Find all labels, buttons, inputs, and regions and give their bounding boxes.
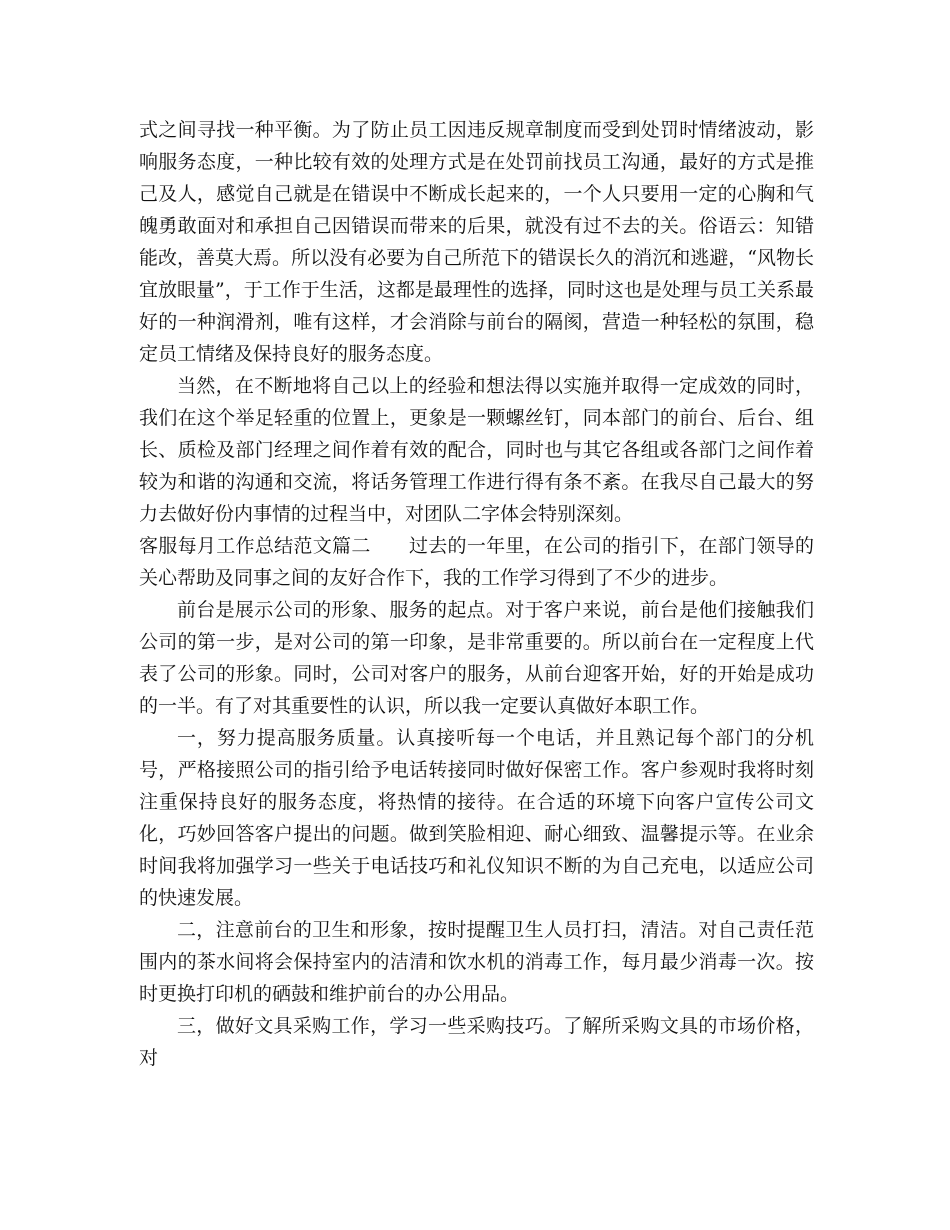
paragraph-6: 三，做好文具采购工作，学习一些采购技巧。了解所采购文具的市场价格，对 (139, 1015, 814, 1069)
section-first-text: 过去的一年里，在公司的指引下，在部门领导的关心帮助及同事之间的友好合作下，我的工作学习得到了不少的进步。 (139, 535, 814, 589)
paragraph-1: 式之间寻找一种平衡。为了防止员工因违反规章制度而受到处罚时情绪波动，影响服务态度，一种比较有效的处理方式是在处罚前找员工沟通，最好的方式是推己及人，感觉自己就是在错误中不断成长起来的，一个人只要用一定的心胸和气魄勇敢面对和承担自己因错误而带来的后果，就没有过不去的关。俗语云：知错能改，善莫大焉。所以没有必要为自己所范下的错误长久的消沉和逃避，“风物长宜放眼量”，于工作于生活，这都是最理性的选择，同时这也是处理与员工关系最好的一种润滑剂，唯有这样，才会消除与前台的隔阂，营造一种轻松的氛围，稳定员工情绪及保持良好的服务态度。 (139, 119, 814, 365)
section-paragraph (139, 530, 814, 594)
paragraph-5: 二，注意前台的卫生和形象，按时提醒卫生人员打扫，清洁。对自己责任范围内的茶水间将会保持室内的洁清和饮水机的消毒工作，每月最少消毒一次。按时更换打印机的硒鼓和维护前台的办公用品。 (139, 919, 814, 1005)
paragraph-3: 前台是展示公司的形象、服务的起点。对于客户来说，前台是他们接触我们公司的第一步，是对公司的第一印象，是非常重要的。所以前台在一定程度上代表了公司的形象。同时，公司对客户的服务，从前台迎客开始，好的开始是成功的一半。有了对其重要性的认识，所以我一定要认真做好本职工作。 (139, 599, 814, 717)
section-heading: 客服每月工作总结范文篇二 (139, 535, 371, 557)
paragraph-2: 当然，在不断地将自己以上的经验和想法得以实施并取得一定成效的同时，我们在这个举足轻重的位置上，更象是一颗螺丝钉，同本部门的前台、后台、组长、质检及部门经理之间作着有效的配合，同时也与其它各组或各部门之间作着较为和谐的沟通和交流，将话务管理工作进行得有条不紊。在我尽自己最大的努力去做好份内事情的过程当中，对团队二字体会特别深刻。 (139, 375, 814, 525)
paragraph-4: 一，努力提高服务质量。认真接听每一个电话，并且熟记每个部门的分机号，严格接照公司的指引给予电话转接同时做好保密工作。客户参观时我将时刻注重保持良好的服务态度，将热情的接待。在合适的环境下向客户宣传公司文化，巧妙回答客户提出的问题。做到笑脸相迎、耐心细致、温馨提示等。在业余时间我将加强学习一些关于电话技巧和礼仪知识不断的为自己充电，以适应公司的快速发展。 (139, 727, 814, 909)
document-page (139, 114, 814, 1074)
